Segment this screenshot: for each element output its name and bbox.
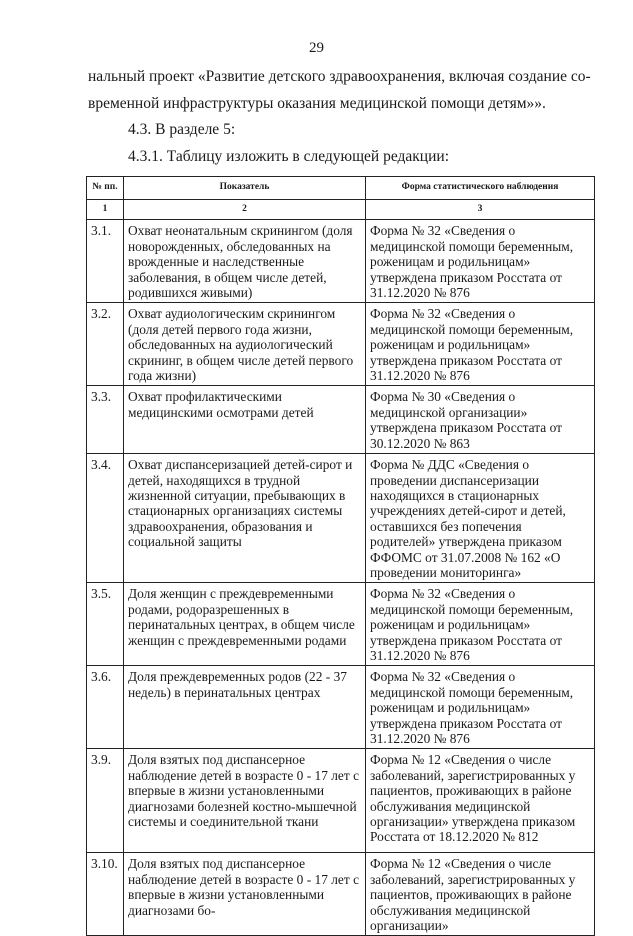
row-form: Форма № 32 «Сведения о медицинской помощи беременным, роженицам и родильницам» утверждена приказом Росстата от 31.12.2020 № 876 bbox=[366, 303, 595, 386]
table-row bbox=[87, 749, 595, 853]
row-number: 3.10. bbox=[87, 853, 124, 936]
table-row bbox=[87, 303, 595, 386]
index-cell: 2 bbox=[124, 200, 366, 220]
row-indicator: Охват профилактическими медицинскими осмотрами детей bbox=[124, 386, 366, 454]
table-row bbox=[87, 666, 595, 749]
table-row bbox=[87, 583, 595, 666]
table-row bbox=[87, 220, 595, 303]
table-header-row bbox=[87, 177, 595, 200]
index-cell: 1 bbox=[87, 200, 124, 220]
page-number: 29 bbox=[309, 40, 324, 56]
row-form: Форма № 32 «Сведения о медицинской помощи беременным, роженицам и родильницам» утверждена приказом Росстата от 31.12.2020 № 876 bbox=[366, 666, 595, 749]
header-indicator: Показатель bbox=[124, 177, 366, 200]
row-indicator: Доля взятых под диспансерное наблюдение детей в возрасте 0 - 17 лет с впервые в жизни установленными диагнозами бо- bbox=[124, 853, 366, 936]
row-form: Форма № 32 «Сведения о медицинской помощи беременным, роженицам и родильницам» утверждена приказом Росстата от 31.12.2020 № 876 bbox=[366, 583, 595, 666]
index-cell: 3 bbox=[366, 200, 595, 220]
table-row bbox=[87, 386, 595, 454]
row-indicator: Доля женщин с преждевременными родами, родоразрешенных в перинатальных центрах, в общем числе женщин с преждевременными родами bbox=[124, 583, 366, 666]
row-form: Форма № 32 «Сведения о медицинской помощи беременным, роженицам и родильницам» утверждена приказом Росстата от 31.12.2020 № 876 bbox=[366, 220, 595, 303]
row-form: Форма № ДДС «Сведения о проведении диспансеризации находящихся в стационарных учреждениях детей-сирот и детей, оставшихся без попечения родителей» утверждена приказом ФФОМС от 31.07.2008 № 162 «О проведении мониторинга» bbox=[366, 454, 595, 583]
row-indicator: Охват диспансеризацией детей-сирот и детей, находящихся в трудной жизненной ситуации, пребывающих в стационарных организациях системы здравоохранения, образования и социальной защиты bbox=[124, 454, 366, 583]
row-number: 3.9. bbox=[87, 749, 124, 853]
table-row bbox=[87, 853, 595, 936]
header-form: Форма статистического наблюдения bbox=[366, 177, 595, 200]
row-indicator: Доля преждевременных родов (22 - 37 недель) в перинатальных центрах bbox=[124, 666, 366, 749]
row-number: 3.3. bbox=[87, 386, 124, 454]
indicators-table bbox=[86, 176, 595, 936]
header-number: № пп. bbox=[87, 177, 124, 200]
row-form: Форма № 12 «Сведения о числе заболеваний, зарегистрированных у пациентов, проживающих в районе обслуживания медицинской организации» bbox=[366, 853, 595, 936]
row-form: Форма № 30 «Сведения о медицинской организации» утверждена приказом Росстата от 30.12.2020 № 863 bbox=[366, 386, 595, 454]
table-row bbox=[87, 454, 595, 583]
paragraph-line-2: временной инфраструктуры оказания медицинской помощи детям»». bbox=[88, 95, 546, 112]
paragraph-line-1: нальный проект «Развитие детского здравоохранения, включая создание со- bbox=[88, 68, 591, 85]
row-number: 3.2. bbox=[87, 303, 124, 386]
row-indicator: Охват аудиологическим скринингом (доля детей первого года жизни, обследованных на аудиологический скрининг, в общем числе детей первого года жизни) bbox=[124, 303, 366, 386]
section-heading: 4.3. В разделе 5: bbox=[128, 121, 236, 138]
row-indicator: Охват неонатальным скринингом (доля новорожденных, обследованных на врожденные и наследственные заболевания, в общем числе детей, родившихся живыми) bbox=[124, 220, 366, 303]
row-number: 3.6. bbox=[87, 666, 124, 749]
row-number: 3.4. bbox=[87, 454, 124, 583]
subsection-heading: 4.3.1. Таблицу изложить в следующей редакции: bbox=[128, 148, 449, 165]
row-number: 3.5. bbox=[87, 583, 124, 666]
row-form: Форма № 12 «Сведения о числе заболеваний, зарегистрированных у пациентов, проживающих в районе обслуживания медицинской организации» утверждена приказом Росстата от 18.12.2020 № 812 bbox=[366, 749, 595, 853]
row-number: 3.1. bbox=[87, 220, 124, 303]
row-indicator: Доля взятых под диспансерное наблюдение детей в возрасте 0 - 17 лет с впервые в жизни установленными диагнозами болезней костно-мышечной системы и соединительной ткани bbox=[124, 749, 366, 853]
table-index-row bbox=[87, 200, 595, 220]
